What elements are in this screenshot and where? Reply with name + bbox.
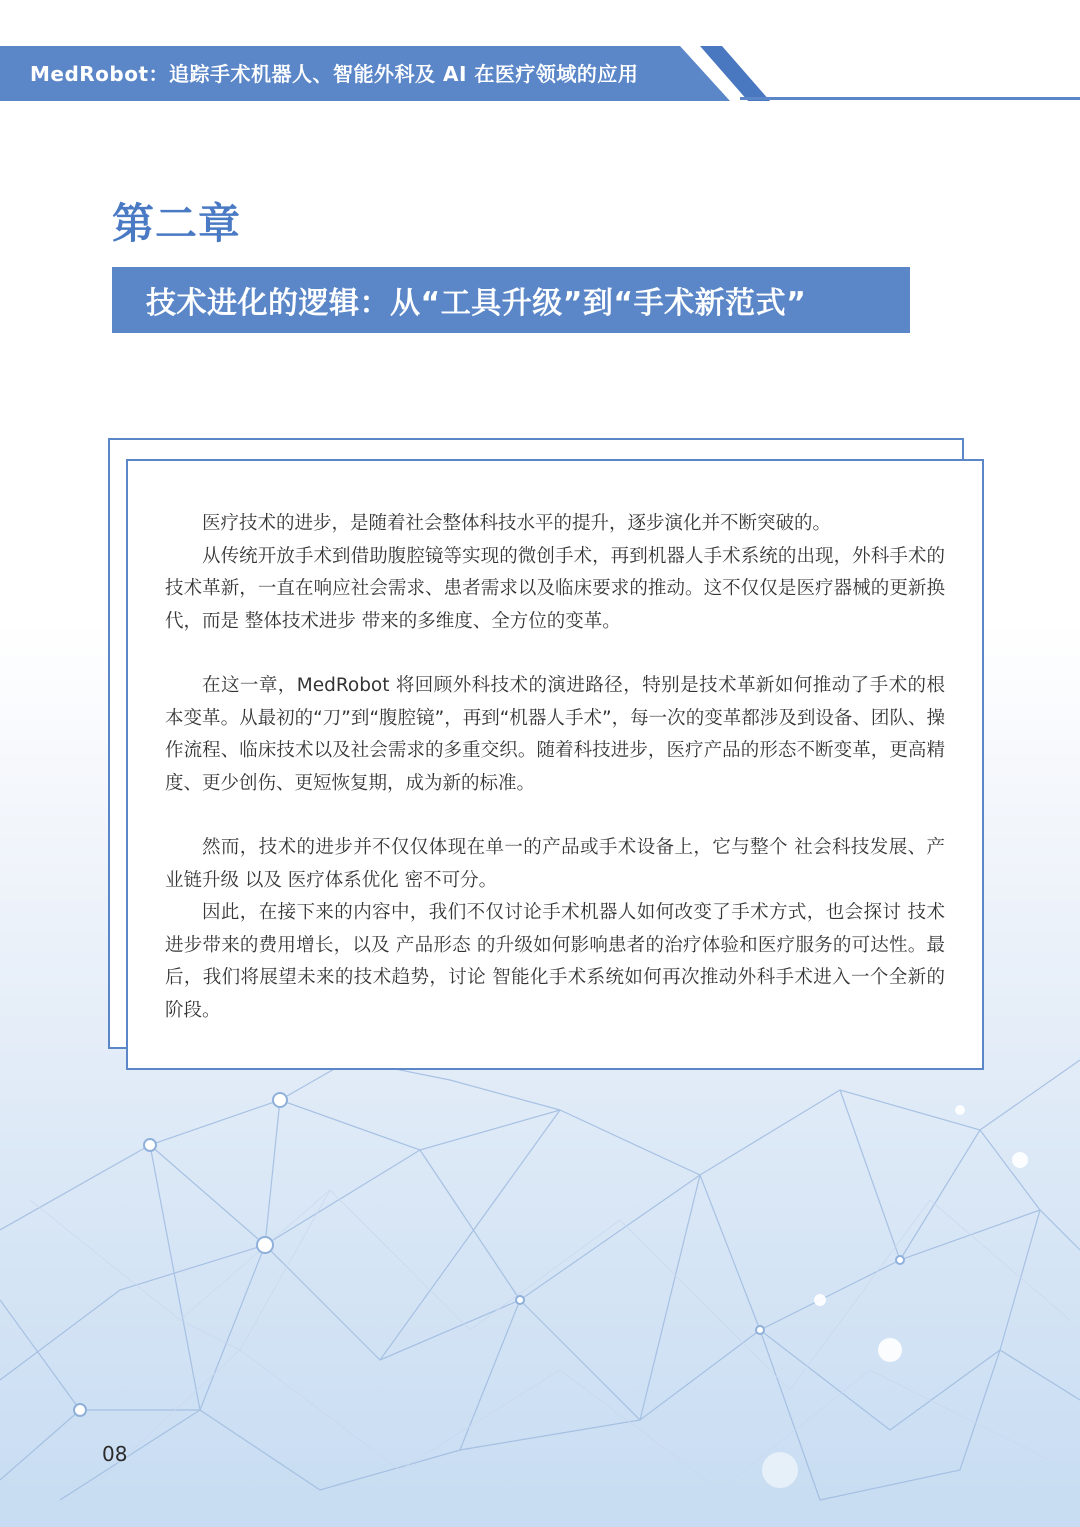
body-text: [165, 508, 945, 1027]
paragraph: 在这一章，MedRobot 将回顾外科技术的演进路径，特别是技术革新如何推动了手术的根本变革。从最初的“刀”到“腹腔镜”，再到“机器人手术”，每一次的变革都涉及到设备、团队、操作流程、临床技术以及社会需求的多重交织。随着科技进步，医疗产品的形态不断变革，更高精度、更少创伤、更短恢复期，成为新的标准。: [165, 675, 945, 794]
paragraph: 然而，技术的进步并不仅仅体现在单一的产品或手术设备上，它与整个 社会科技发展、产业链升级 以及 医疗体系优化 密不可分。: [165, 837, 945, 891]
chapter-title: 技术进化的逻辑：从“工具升级”到“手术新范式”: [146, 286, 807, 321]
chapter-label: 第二章: [112, 199, 242, 248]
chapter-banner: [112, 267, 910, 333]
header-title: MedRobot：追踪手术机器人、智能外科及 AI 在医疗领域的应用: [30, 62, 639, 86]
paragraph: 医疗技术的进步，是随着社会整体科技水平的提升，逐步演化并不断突破的。: [202, 513, 832, 534]
header-rule: [740, 97, 1080, 100]
paragraph: 从传统开放手术到借助腹腔镜等实现的微创手术，再到机器人手术系统的出现，外科手术的技术革新，一直在响应社会需求、患者需求以及临床要求的推动。这不仅仅是医疗器械的更新换代，而是 整体技术进步 带来的多维度、全方位的变革。: [165, 545, 945, 632]
page-number: 08: [102, 1442, 128, 1466]
paragraph: 因此，在接下来的内容中，我们不仅讨论手术机器人如何改变了手术方式，也会探讨 技术进步带来的费用增长，以及 产品形态 的升级如何影响患者的治疗体验和医疗服务的可达性。最后，我们将展望未来的技术趋势，讨论 智能化手术系统如何再次推动外科手术进入一个全新的阶段。: [165, 902, 945, 1021]
